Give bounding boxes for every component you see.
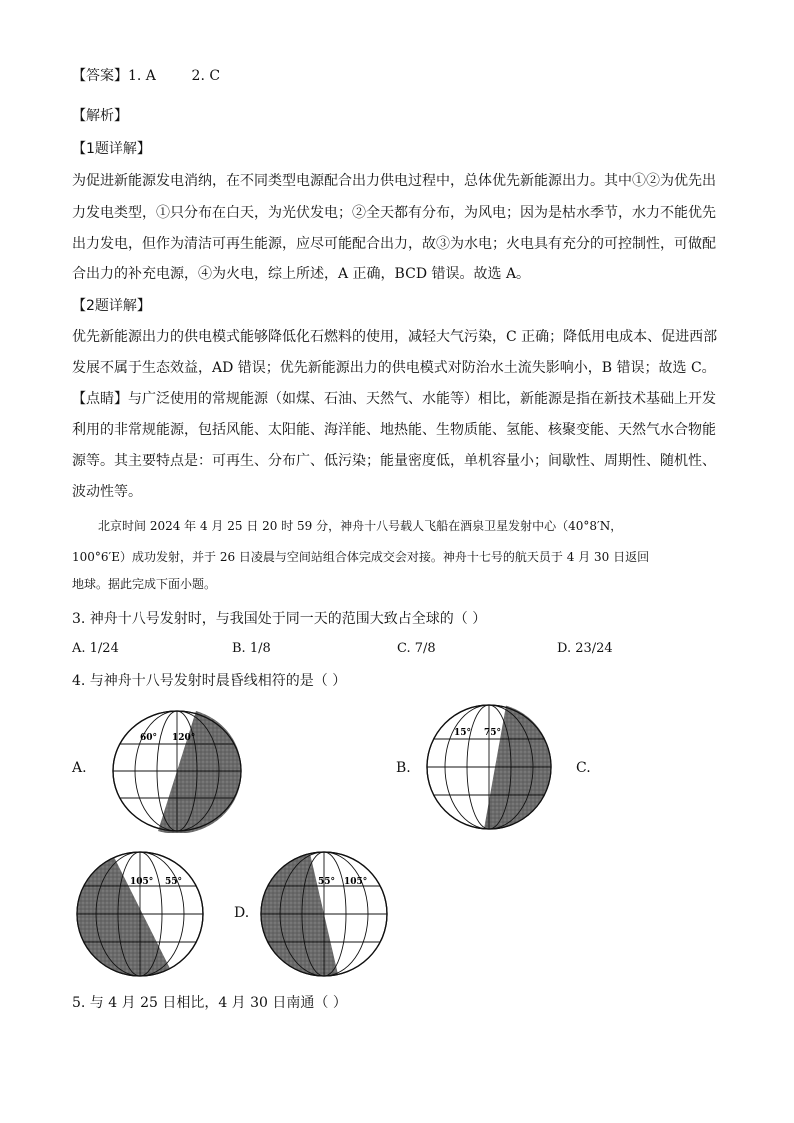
globe-d bbox=[258, 850, 390, 978]
globe-c-label-2: 55° bbox=[165, 877, 183, 887]
globe-d-label-1: 55° bbox=[318, 877, 336, 887]
answer-q1: 1. A bbox=[128, 68, 156, 84]
q4-label-c: C. bbox=[576, 760, 591, 776]
q3-option-a: A. 1/24 bbox=[72, 641, 119, 656]
q2-detail-line: 优先新能源出力的供电模式能够降低化石燃料的使用，减轻大气污染，C 正确；降低用电成本、促进西部 bbox=[72, 329, 718, 345]
passage-line: 100°6′E）成功发射，并于 26 日凌晨与空间站组合体完成交会对接。神舟十七号的航天员于 4 月 30 日返回 bbox=[72, 550, 650, 564]
globe-b-label-1: 15° bbox=[454, 728, 472, 738]
analysis-heading: 【解析】 bbox=[72, 108, 128, 124]
q5-stem: 5. 与 4 月 25 日相比，4 月 30 日南通（ ） bbox=[72, 995, 347, 1011]
q4-label-a: A. bbox=[72, 760, 87, 776]
q4-stem: 4. 与神舟十八号发射时晨昏线相符的是（ ） bbox=[72, 673, 347, 689]
q1-detail-heading: 【1题详解】 bbox=[72, 141, 151, 157]
q4-label-d: D. bbox=[234, 905, 250, 921]
q2-detail-line: 发展不属于生态效益，AD 错误；优先新能源出力的供电模式对防治水土流失影响小，B 错误；故选 C。 bbox=[72, 360, 716, 376]
q3-option-c: C. 7/8 bbox=[397, 641, 436, 656]
answer-q2: 2. C bbox=[191, 68, 221, 84]
globe-c-label-1: 105° bbox=[130, 877, 154, 887]
globe-a bbox=[110, 709, 244, 833]
tip-line: 源等。其主要特点是：可再生、分布广、低污染；能量密度低，单机容量小；间歇性、周期性、随机性、 bbox=[72, 453, 716, 469]
q1-detail-line: 为促进新能源发电消纳，在不同类型电源配合出力供电过程中，总体优先新能源出力。其中①②为优先出 bbox=[72, 173, 716, 189]
globe-c bbox=[74, 850, 206, 978]
q3-stem: 3. 神舟十八号发射时，与我国处于同一天的范围大致占全球的（ ） bbox=[72, 611, 487, 627]
q3-option-b: B. 1/8 bbox=[232, 641, 271, 656]
q3-option-d: D. 23/24 bbox=[557, 641, 613, 656]
answer-line bbox=[72, 66, 220, 86]
globe-b bbox=[424, 703, 554, 831]
q4-label-b: B. bbox=[396, 760, 411, 776]
globe-a-label-2: 120° bbox=[172, 733, 196, 743]
tip-line: 利用的非常规能源，包括风能、太阳能、海洋能、地热能、生物质能、氢能、核聚变能、天然气水合物能 bbox=[72, 422, 716, 438]
q1-detail-line: 力发电类型，①只分布在白天，为光伏发电；②全天都有分布，为风电；因为是枯水季节，水力不能优先 bbox=[72, 205, 716, 221]
q2-detail-heading: 【2题详解】 bbox=[72, 298, 151, 314]
passage-line: 地球。据此完成下面小题。 bbox=[72, 577, 217, 591]
q1-detail-line: 合出力的补充电源，④为火电，综上所述，A 正确，BCD 错误。故选 A。 bbox=[72, 266, 531, 282]
globe-a-label-1: 60° bbox=[140, 733, 158, 743]
answer-tag: 【答案】 bbox=[72, 68, 128, 84]
passage-line: 北京时间 2024 年 4 月 25 日 20 时 59 分，神舟十八号载人飞船在酒泉卫星发射中心（40°8′N， bbox=[98, 519, 623, 533]
globe-d-label-2: 105° bbox=[344, 877, 368, 887]
tip-line: 【点睛】与广泛使用的常规能源（如煤、石油、天然气、水能等）相比，新能源是指在新技术基础上开发 bbox=[72, 391, 716, 407]
tip-line: 波动性等。 bbox=[72, 484, 142, 500]
globe-b-label-2: 75° bbox=[484, 728, 502, 738]
q1-detail-line: 出力发电，但作为清洁可再生能源，应尽可能配合出力，故③为水电；火电具有充分的可控制性，可做配 bbox=[72, 236, 716, 252]
